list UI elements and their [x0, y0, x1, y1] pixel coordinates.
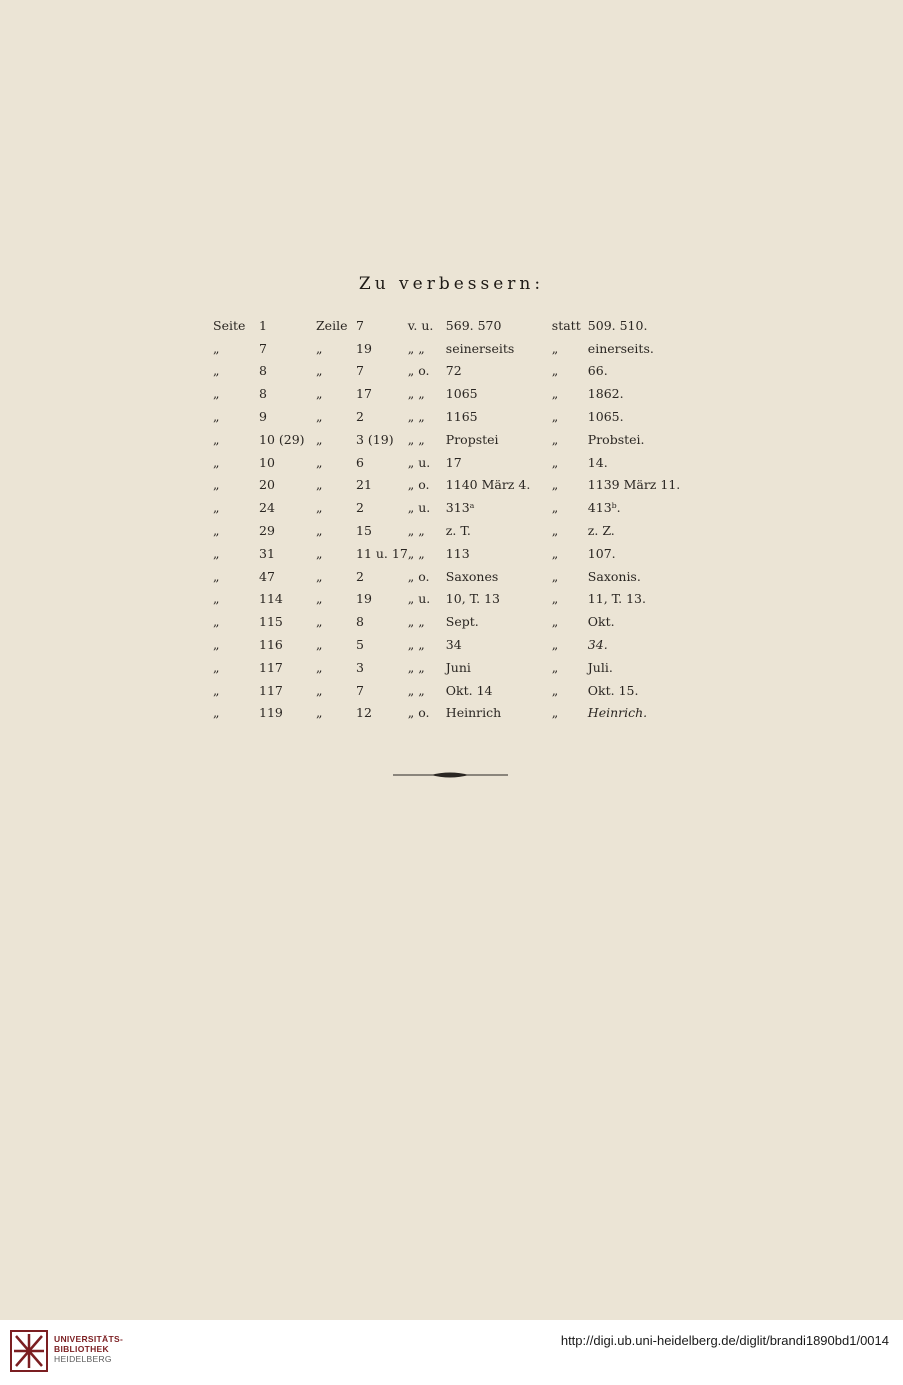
position-cell: v. u. — [407, 317, 434, 333]
original-text-cell: 34 — [445, 637, 462, 653]
errata-table-body — [205, 314, 680, 724]
correction-cell: Probstei. — [587, 431, 645, 447]
correction-cell: Okt. — [587, 614, 615, 630]
original-text-cell: z. T. — [445, 523, 471, 539]
original-text-cell: 1065 — [445, 386, 478, 402]
seite-cell: „ — [213, 477, 220, 493]
footer-bar — [0, 1320, 903, 1385]
line-number-cell: 7 — [356, 317, 364, 333]
errata-row — [205, 405, 680, 428]
correction-cell: 509. 510. — [587, 317, 648, 333]
line-number-cell: 6 — [356, 454, 364, 470]
line-number-cell: 2 — [356, 568, 364, 584]
position-cell: „ „ — [407, 523, 425, 539]
zeile-cell: „ — [316, 386, 323, 402]
statt-cell: „ — [551, 386, 559, 402]
line-number-cell: 17 — [356, 386, 372, 402]
line-number-cell: 7 — [356, 682, 364, 698]
correction-cell: 14. — [587, 454, 608, 470]
zeile-cell: „ — [316, 682, 323, 698]
statt-cell: „ — [551, 340, 559, 356]
errata-table — [205, 314, 680, 724]
seite-cell: „ — [213, 386, 220, 402]
logo-line-1: UNIVERSITÄTS- — [54, 1334, 124, 1344]
page-number-cell: 117 — [259, 659, 283, 675]
seite-cell: Seite — [213, 317, 246, 333]
statt-cell: „ — [551, 637, 559, 653]
correction-cell: 1862. — [587, 386, 624, 402]
seite-cell: „ — [213, 591, 220, 607]
position-cell: „ o. — [407, 568, 430, 584]
statt-cell: „ — [551, 477, 559, 493]
line-number-cell: 5 — [356, 637, 364, 653]
seite-cell: „ — [213, 637, 220, 653]
errata-row — [205, 314, 680, 337]
zeile-cell: „ — [316, 409, 323, 425]
zeile-cell: „ — [316, 340, 323, 356]
original-text-cell: 17 — [445, 454, 462, 470]
page-number-cell: 9 — [259, 409, 267, 425]
statt-cell: „ — [551, 705, 559, 721]
position-cell: „ o. — [407, 477, 430, 493]
position-cell: „ u. — [407, 591, 431, 607]
errata-row — [205, 702, 680, 725]
page-number-cell: 7 — [259, 340, 267, 356]
seite-cell: „ — [213, 340, 220, 356]
zeile-cell: „ — [316, 637, 323, 653]
line-number-cell: 2 — [356, 500, 364, 516]
correction-cell: Okt. 15. — [587, 682, 639, 698]
errata-row — [205, 519, 680, 542]
statt-cell: „ — [551, 568, 559, 584]
seite-cell: „ — [213, 568, 220, 584]
zeile-cell: „ — [316, 591, 323, 607]
correction-cell: Juli. — [587, 659, 613, 675]
zeile-cell: „ — [316, 363, 323, 379]
errata-row — [205, 588, 680, 611]
original-text-cell: Sept. — [445, 614, 479, 630]
library-logo-text[interactable] — [54, 1334, 123, 1364]
original-text-cell: Saxones — [445, 568, 499, 584]
correction-cell: 1065. — [587, 409, 624, 425]
line-number-cell: 21 — [356, 477, 372, 493]
page-number-cell: 1 — [259, 317, 267, 333]
position-cell: „ „ — [407, 682, 425, 698]
zeile-cell: „ — [316, 545, 323, 561]
errata-row — [205, 360, 680, 383]
line-number-cell: 3 (19) — [356, 431, 394, 447]
position-cell: „ „ — [407, 545, 425, 561]
correction-cell: 11, T. 13. — [587, 591, 646, 607]
zeile-cell: „ — [316, 659, 323, 675]
page-number-cell: 10 (29) — [259, 431, 305, 447]
statt-cell: „ — [551, 431, 559, 447]
errata-row — [205, 337, 680, 360]
original-text-cell: 313ᵃ — [445, 500, 475, 516]
page-number-cell: 116 — [259, 637, 283, 653]
seite-cell: „ — [213, 523, 220, 539]
correction-cell: Heinrich. — [587, 705, 648, 721]
page-number-cell: 24 — [259, 500, 275, 516]
statt-cell: „ — [551, 409, 559, 425]
correction-cell: einerseits. — [587, 340, 654, 356]
statt-cell: „ — [551, 614, 559, 630]
original-text-cell: 1140 März 4. — [445, 477, 531, 493]
seite-cell: „ — [213, 431, 220, 447]
line-number-cell: 8 — [356, 614, 364, 630]
statt-cell: „ — [551, 363, 559, 379]
zeile-cell: Zeile — [316, 317, 348, 333]
position-cell: „ „ — [407, 659, 425, 675]
position-cell: „ „ — [407, 431, 425, 447]
zeile-cell: „ — [316, 431, 323, 447]
errata-row — [205, 474, 680, 497]
zeile-cell: „ — [316, 454, 323, 470]
correction-cell: 66. — [587, 363, 608, 379]
line-number-cell: 12 — [356, 705, 372, 721]
position-cell: „ u. — [407, 500, 431, 516]
logo-line-2: BIBLIOTHEK — [54, 1344, 109, 1354]
page-number-cell: 10 — [259, 454, 275, 470]
errata-row — [205, 382, 680, 405]
statt-cell: „ — [551, 523, 559, 539]
position-cell: „ „ — [407, 340, 425, 356]
position-cell: „ „ — [407, 386, 425, 402]
logo-line-3: HEIDELBERG — [54, 1354, 112, 1364]
zeile-cell: „ — [316, 500, 323, 516]
errata-row — [205, 679, 680, 702]
zeile-cell: „ — [316, 614, 323, 630]
original-text-cell: 569. 570 — [445, 317, 502, 333]
page-number-cell: 8 — [259, 386, 267, 402]
page-number-cell: 114 — [259, 591, 283, 607]
zeile-cell: „ — [316, 523, 323, 539]
errata-row — [205, 565, 680, 588]
original-text-cell: Okt. 14 — [445, 682, 493, 698]
seite-cell: „ — [213, 409, 220, 425]
original-text-cell: seinerseits — [445, 340, 515, 356]
library-logo-icon[interactable] — [10, 1330, 48, 1372]
original-text-cell: 1165 — [445, 409, 478, 425]
correction-cell: Saxonis. — [587, 568, 641, 584]
original-text-cell: Heinrich — [445, 705, 502, 721]
original-text-cell: 10, T. 13 — [445, 591, 501, 607]
seite-cell: „ — [213, 363, 220, 379]
correction-cell: 413ᵇ. — [587, 500, 621, 516]
correction-cell: 1139 März 11. — [587, 477, 681, 493]
errata-row — [205, 610, 680, 633]
statt-cell: „ — [551, 682, 559, 698]
line-number-cell: 2 — [356, 409, 364, 425]
statt-cell: „ — [551, 659, 559, 675]
errata-row — [205, 496, 680, 519]
page-number-cell: 20 — [259, 477, 275, 493]
errata-row — [205, 428, 680, 451]
seite-cell: „ — [213, 500, 220, 516]
position-cell: „ „ — [407, 409, 425, 425]
zeile-cell: „ — [316, 705, 323, 721]
statt-cell: „ — [551, 454, 559, 470]
statt-cell: „ — [551, 591, 559, 607]
seite-cell: „ — [213, 545, 220, 561]
page-number-cell: 29 — [259, 523, 275, 539]
line-number-cell: 11 u. 17 — [356, 545, 408, 561]
seite-cell: „ — [213, 454, 220, 470]
page-number-cell: 115 — [259, 614, 283, 630]
correction-cell: 34. — [587, 637, 608, 653]
errata-row — [205, 542, 680, 565]
line-number-cell: 15 — [356, 523, 372, 539]
zeile-cell: „ — [316, 477, 323, 493]
seite-cell: „ — [213, 659, 220, 675]
errata-row — [205, 451, 680, 474]
correction-cell: z. Z. — [587, 523, 615, 539]
source-url-link[interactable]: http://digi.ub.uni-heidelberg.de/diglit/brandi1890bd1/0014 — [560, 1333, 889, 1348]
line-number-cell: 19 — [356, 340, 372, 356]
position-cell: „ o. — [407, 363, 430, 379]
page-number-cell: 31 — [259, 545, 275, 561]
statt-cell: „ — [551, 500, 559, 516]
zeile-cell: „ — [316, 568, 323, 584]
errata-row — [205, 656, 680, 679]
position-cell: „ o. — [407, 705, 430, 721]
original-text-cell: 113 — [445, 545, 470, 561]
page-number-cell: 119 — [259, 705, 283, 721]
original-text-cell: Juni — [445, 659, 471, 675]
position-cell: „ „ — [407, 614, 425, 630]
page-number-cell: 117 — [259, 682, 283, 698]
page-number-cell: 47 — [259, 568, 275, 584]
seite-cell: „ — [213, 614, 220, 630]
seite-cell: „ — [213, 705, 220, 721]
original-text-cell: 72 — [445, 363, 462, 379]
position-cell: „ „ — [407, 637, 425, 653]
seite-cell: „ — [213, 682, 220, 698]
statt-cell: „ — [551, 545, 559, 561]
page-title: Zu verbessern: — [358, 274, 545, 294]
correction-cell: 107. — [587, 545, 616, 561]
original-text-cell: Propstei — [445, 431, 499, 447]
ornamental-rule — [393, 768, 508, 782]
statt-cell: statt — [551, 317, 581, 333]
line-number-cell: 19 — [356, 591, 372, 607]
line-number-cell: 3 — [356, 659, 364, 675]
line-number-cell: 7 — [356, 363, 364, 379]
page-number-cell: 8 — [259, 363, 267, 379]
errata-row — [205, 633, 680, 656]
position-cell: „ u. — [407, 454, 431, 470]
